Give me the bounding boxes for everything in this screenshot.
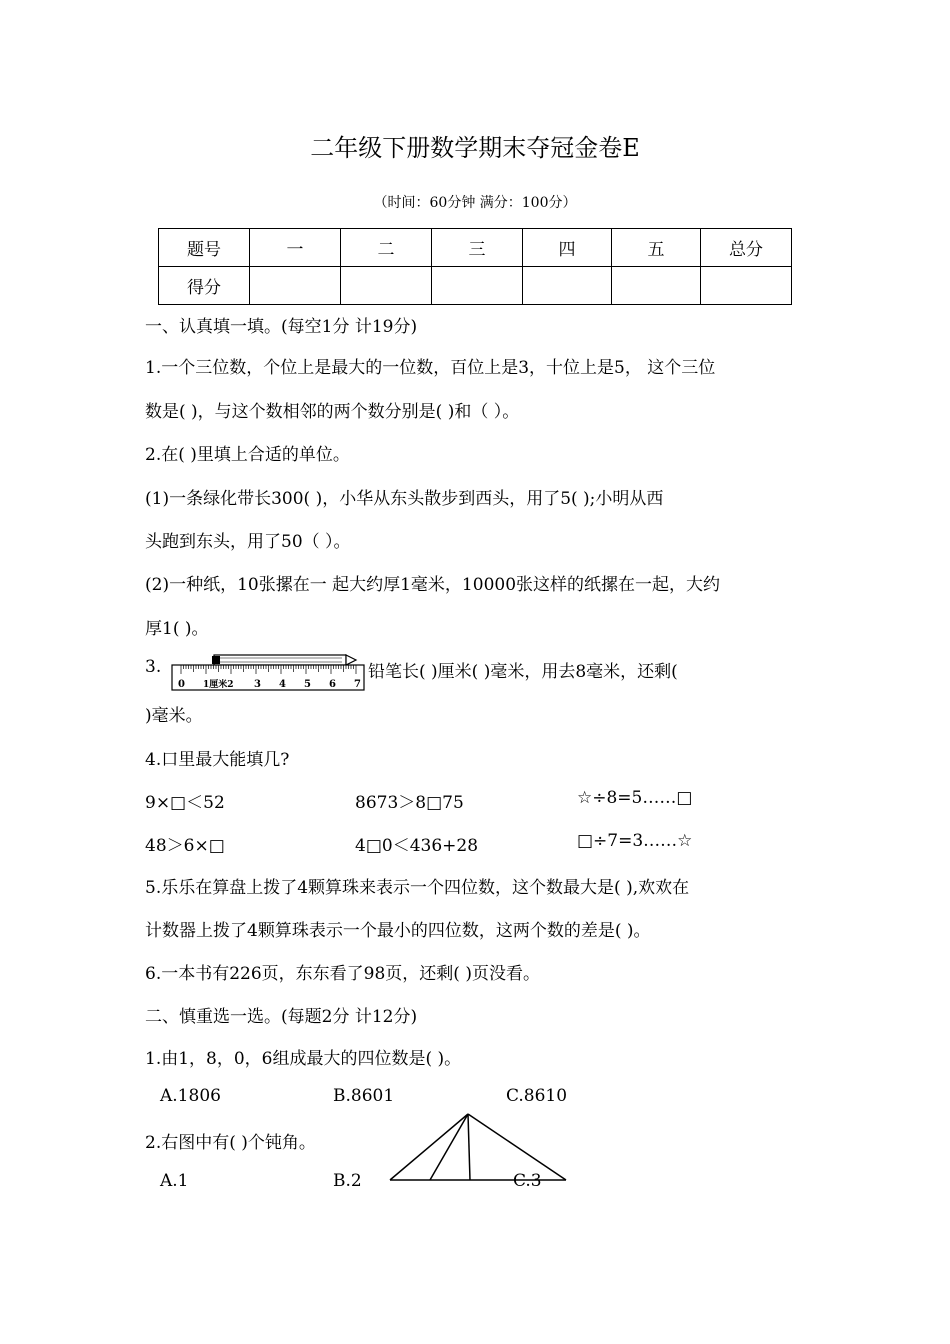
table-row-label: 得分 <box>159 267 250 305</box>
q3-number: 3. <box>145 657 162 677</box>
s2-q1-text: 1.由1，8，0，6组成最大的四位数是( )。 <box>145 1049 462 1069</box>
q2-text: 2.在( )里填上合适的单位。 <box>145 445 350 465</box>
page-title: 二年级下册数学期末夺冠金卷E <box>310 134 640 162</box>
score-cell <box>612 267 701 305</box>
table-header-cell: 五 <box>612 229 701 267</box>
q2-1-line2: 头跑到东头，用了50（ ）。 <box>145 532 351 552</box>
ruler-label: 1厘米2 <box>203 680 234 690</box>
q5-line2: 计数器上拨了4颗算珠表示一个最小的四位数，这两个数的差是( )。 <box>145 921 651 941</box>
table-row <box>159 229 792 267</box>
q4-expr: 9×□＜52 <box>145 793 225 813</box>
table-header-cell: 二 <box>341 229 432 267</box>
q2-2-line2: 厚1( )。 <box>145 619 209 639</box>
q4-expr: □÷7=3……☆ <box>577 831 693 851</box>
pencil-body <box>214 655 346 665</box>
q4-expr: 48＞6×□ <box>145 836 225 856</box>
q2-1-line1: (1)一条绿化带长300( )，小华从东头散步到西头，用了5( );小明从西 <box>145 489 664 509</box>
score-cell <box>523 267 612 305</box>
q4-expr: ☆÷8=5……□ <box>577 788 693 808</box>
q4-expr: 4□0＜436+28 <box>355 836 479 856</box>
s2-q2-option-c: C.3 <box>513 1171 542 1191</box>
s2-q2-text: 2.右图中有( )个钝角。 <box>145 1133 316 1153</box>
table-header-cell: 一 <box>250 229 341 267</box>
triangle-left-side <box>390 1114 468 1180</box>
q4-expr: 8673＞8□75 <box>355 793 464 813</box>
q3-line2: )毫米。 <box>145 706 203 726</box>
ruler-label: 5 <box>304 679 311 690</box>
q2-2-line1: (2)一种纸，10张摞在一 起大约厚1毫米，10000张这样的纸摞在一起，大约 <box>145 575 721 595</box>
s2-q1-option-a: A.1806 <box>160 1086 221 1106</box>
exam-info: （时间：60分钟 满分：100分） <box>373 195 577 211</box>
ruler-label: 3 <box>254 679 261 690</box>
q5-line1: 5.乐乐在算盘上拨了4颗算珠来表示一个四位数，这个数最大是( ),欢欢在 <box>145 878 690 898</box>
s2-q1-option-c: C.8610 <box>506 1086 568 1106</box>
ruler-label: 6 <box>329 679 336 690</box>
s2-q2-option-b: B.2 <box>333 1171 362 1191</box>
table-header-cell: 四 <box>523 229 612 267</box>
pencil-ruler-figure <box>170 652 366 692</box>
pencil-eraser <box>212 656 220 664</box>
s2-q2-option-a: A.1 <box>160 1171 189 1191</box>
q3-line1: 铅笔长( )厘米( )毫米，用去8毫米，还剩( <box>368 662 678 682</box>
q1-line2: 数是( )，与这个数相邻的两个数分别是( )和（ ）。 <box>145 402 520 422</box>
score-table <box>158 228 792 305</box>
score-cell <box>341 267 432 305</box>
pencil-tip <box>346 655 356 665</box>
section1-heading: 一、认真填一填。(每空1分 计19分) <box>145 317 418 337</box>
section2-heading: 二、慎重选一选。(每题2分 计12分) <box>145 1007 418 1027</box>
score-cell <box>432 267 523 305</box>
ruler-label: 0 <box>178 679 185 690</box>
score-cell <box>250 267 341 305</box>
table-header-cell: 总分 <box>701 229 792 267</box>
triangle-figure <box>386 1110 570 1184</box>
q4-text: 4.口里最大能填几? <box>145 750 290 770</box>
triangle-inner-line <box>468 1114 470 1180</box>
table-header-cell: 题号 <box>159 229 250 267</box>
s2-q1-option-b: B.8601 <box>333 1086 395 1106</box>
table-row <box>159 267 792 305</box>
triangle-inner-line <box>430 1114 468 1180</box>
table-header-cell: 三 <box>432 229 523 267</box>
ruler-label: 7 <box>354 679 361 690</box>
q6-text: 6.一本书有226页，东东看了98页，还剩( )页没看。 <box>145 964 540 984</box>
q1-line1: 1.一个三位数，个位上是最大的一位数，百位上是3，十位上是5， 这个三位 <box>145 358 716 378</box>
ruler-label: 4 <box>279 679 286 690</box>
score-cell <box>701 267 792 305</box>
